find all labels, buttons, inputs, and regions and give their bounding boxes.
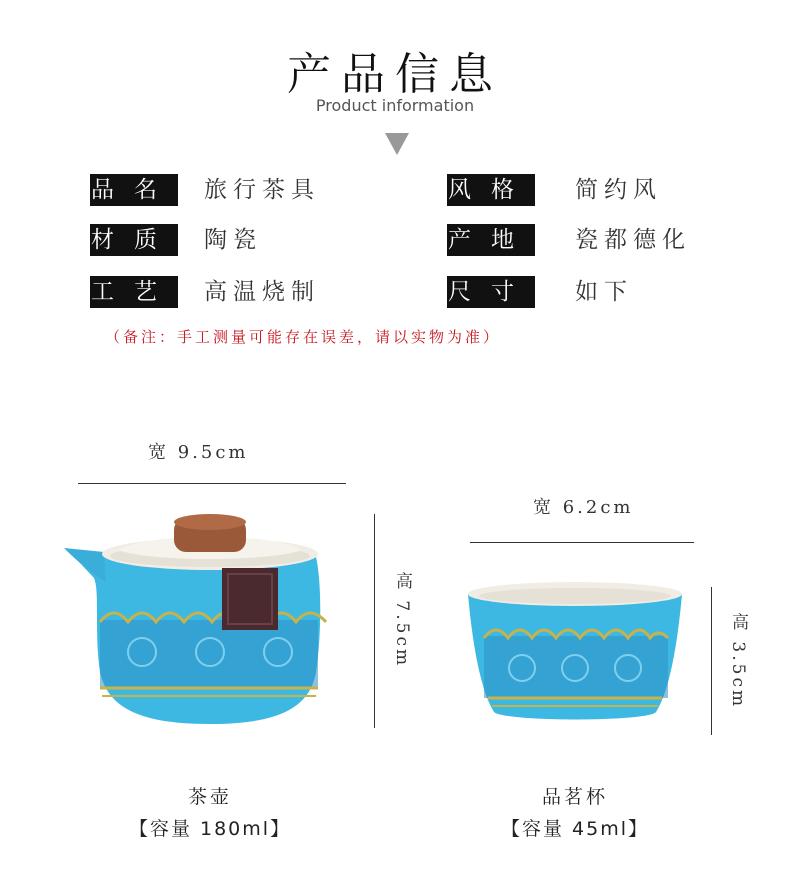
teapot-name: 茶壶 <box>187 786 232 808</box>
spec-value-size: 如下 <box>575 279 633 305</box>
spec-label-size: 尺寸 <box>447 276 535 308</box>
cup-capacity: 【容量 45ml】 <box>500 818 649 840</box>
teapot-image <box>60 512 345 732</box>
cup-image <box>464 580 686 728</box>
spec-label-style: 风格 <box>447 174 535 206</box>
page-subtitle: Product information <box>315 96 475 115</box>
measurement-note: （备注：手工测量可能存在误差，请以实物为准） <box>105 328 502 346</box>
cup-height-label: 高 3.5cm <box>728 613 748 710</box>
cup-width-line <box>470 542 694 543</box>
spec-value-material: 陶瓷 <box>204 227 262 253</box>
spec-value-craft: 高温烧制 <box>204 279 320 305</box>
page-title: 产品信息 <box>287 49 503 100</box>
spec-label-material: 材质 <box>90 224 178 256</box>
spec-value-name: 旅行茶具 <box>204 177 320 203</box>
down-arrow-icon <box>385 133 409 155</box>
teapot-width-line <box>78 483 346 484</box>
teapot-width-label: 宽 9.5cm <box>148 442 249 463</box>
cup-height-line <box>711 587 712 735</box>
teapot-height-line <box>374 514 375 728</box>
spec-label-name: 品名 <box>90 174 178 206</box>
spec-label-origin: 产地 <box>447 224 535 256</box>
spec-value-origin: 瓷都德化 <box>575 227 691 253</box>
cup-width-label: 宽 6.2cm <box>533 497 634 518</box>
spec-value-style: 简约风 <box>575 177 662 203</box>
cup-name: 品茗杯 <box>541 786 608 808</box>
teapot-height-label: 高 7.5cm <box>392 572 412 669</box>
spec-label-craft: 工艺 <box>90 276 178 308</box>
teapot-capacity: 【容量 180ml】 <box>128 818 292 840</box>
